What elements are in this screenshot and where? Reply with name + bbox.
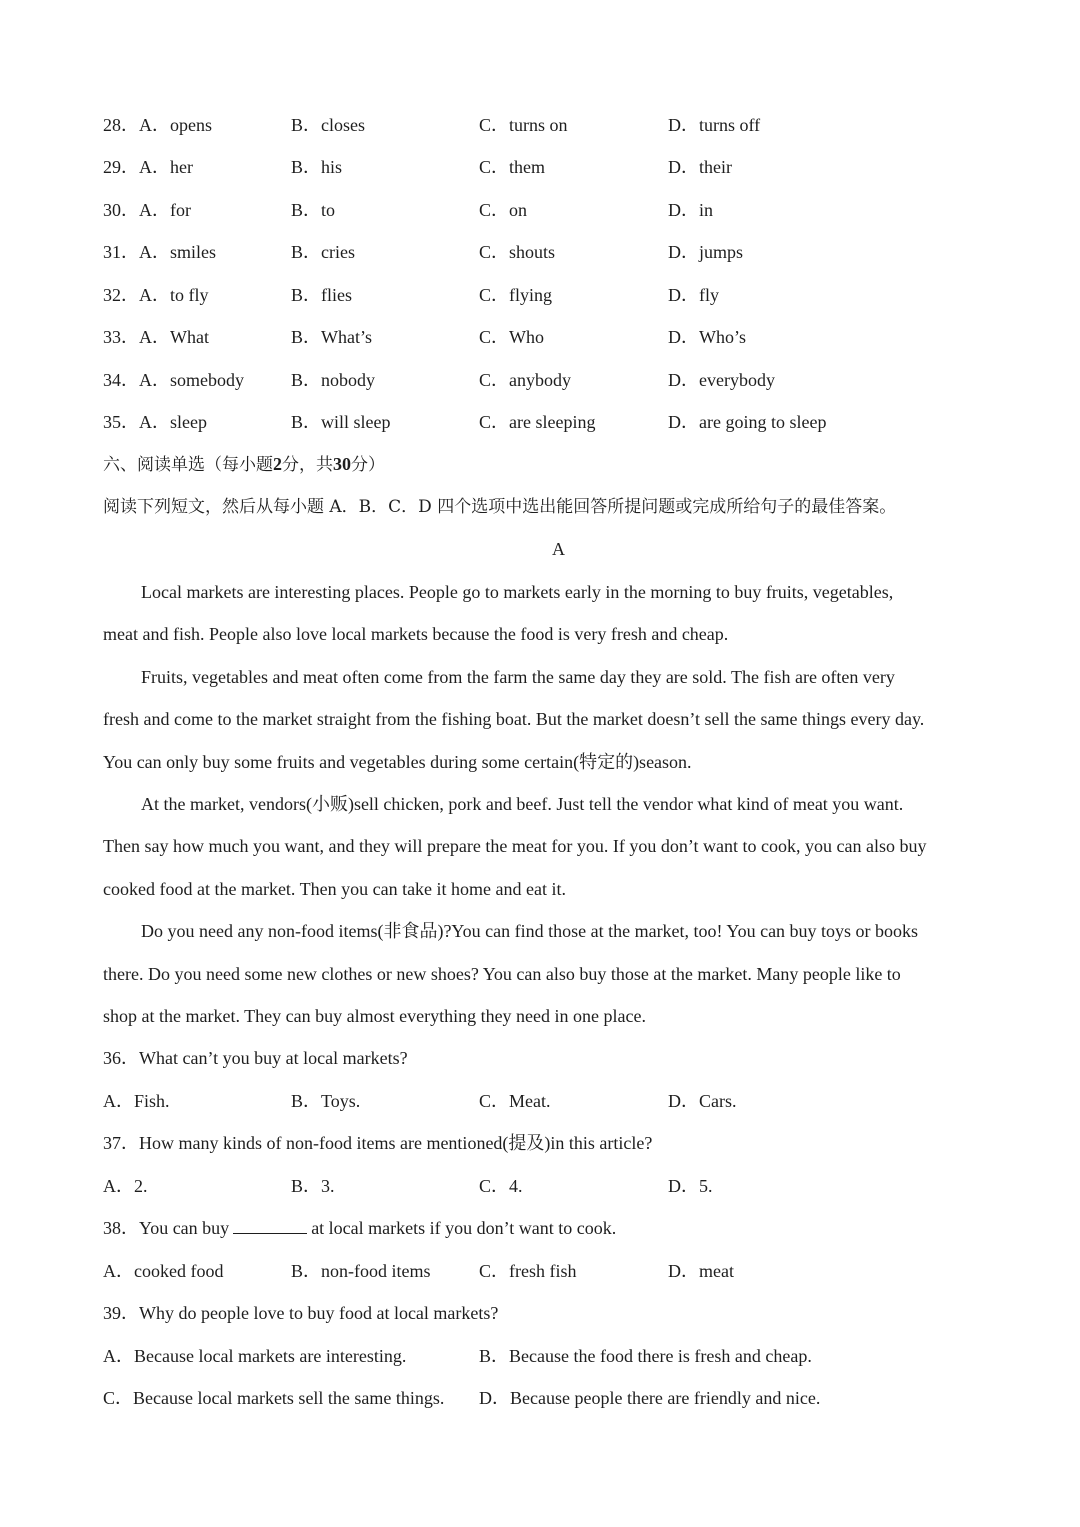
option-b: B．non-food items	[291, 1261, 431, 1281]
stem-after-blank: at local markets if you don’t want to cook.	[311, 1218, 617, 1238]
option-d: D．are going to sleep	[668, 412, 827, 432]
option-a-text: A．somebody	[139, 370, 244, 390]
option-a	[103, 280, 209, 310]
option-a-text: A．smiles	[139, 242, 217, 262]
option-d: D．in	[668, 200, 713, 220]
passage-line: meat and fish. People also love local markets because the food is very fresh and cheap.	[103, 624, 729, 644]
option-b: B．3.	[291, 1176, 335, 1196]
heading-points-each: 2	[273, 454, 282, 474]
option-b: B．nobody	[291, 370, 376, 390]
question-number: 28．	[103, 115, 139, 135]
option-c: C．4.	[479, 1176, 523, 1196]
question-38-options	[103, 1256, 1003, 1286]
heading-prefix: 六、阅读单选（每小题	[103, 455, 273, 475]
option-d: D．Cars.	[668, 1091, 737, 1111]
section-instruction: 阅读下列短文，然后从每小题 A．B．C．D 四个选项中选出能回答所提问题或完成所给句子的最佳答案。	[103, 497, 897, 517]
question-number: 30．	[103, 200, 139, 220]
option-c: C．Because local markets sell the same things.	[103, 1388, 445, 1408]
passage-line: Then say how much you want, and they will prepare the meat for you. If you don’t want to cook, you can also buy	[103, 836, 927, 856]
option-b: B．What’s	[291, 327, 372, 347]
passage-line: You can only buy some fruits and vegetables during some certain(特定的)season.	[103, 752, 692, 772]
option-d: D．their	[668, 157, 732, 177]
question-37-options	[103, 1171, 1003, 1201]
option-a-text: A．opens	[139, 115, 212, 135]
option-d: D．everybody	[668, 370, 775, 390]
question-37-stem: 37．How many kinds of non-food items are mentioned(提及)in this article?	[103, 1133, 653, 1153]
question-36-options	[103, 1086, 1003, 1116]
option-a	[103, 152, 193, 182]
option-row-28	[103, 110, 1003, 140]
option-b: B．cries	[291, 242, 355, 262]
heading-suffix: 分）	[351, 455, 385, 475]
option-a-text: A．to fly	[139, 285, 209, 305]
question-number: 33．	[103, 327, 139, 347]
passage-line: shop at the market. They can buy almost everything they need in one place.	[103, 1006, 646, 1026]
passage-line: Do you need any non-food items(非食品)?You can find those at the market, too! You can buy toys or books	[141, 921, 919, 941]
option-c: C．Who	[479, 327, 544, 347]
option-a: A．cooked food	[103, 1261, 224, 1281]
question-number: 31．	[103, 242, 139, 262]
section-heading	[103, 449, 385, 479]
option-row-32	[103, 280, 1003, 310]
option-a-text: A．What	[139, 327, 209, 347]
option-c: C．turns on	[479, 115, 568, 135]
option-c: C．shouts	[479, 242, 556, 262]
passage-line: cooked food at the market. Then you can take it home and eat it.	[103, 879, 567, 899]
option-a-text: A．sleep	[139, 412, 207, 432]
question-number: 32．	[103, 285, 139, 305]
question-39-options-cd	[103, 1383, 1003, 1413]
option-a	[103, 322, 209, 352]
question-number: 35．	[103, 412, 139, 432]
passage-title: A	[552, 539, 565, 559]
option-c: C．are sleeping	[479, 412, 596, 432]
question-36-stem: 36．What can’t you buy at local markets?	[103, 1048, 408, 1068]
option-a	[103, 195, 191, 225]
question-number: 34．	[103, 370, 139, 390]
option-d: D．5.	[668, 1176, 713, 1196]
option-a	[103, 110, 212, 140]
option-row-33	[103, 322, 1003, 352]
option-row-30	[103, 195, 1003, 225]
option-a: A．Because local markets are interesting.	[103, 1346, 407, 1366]
option-row-35	[103, 407, 1003, 437]
heading-mid: 分，共	[282, 455, 333, 475]
option-c: C．anybody	[479, 370, 571, 390]
option-d: D．Who’s	[668, 327, 746, 347]
option-row-34	[103, 365, 1003, 395]
option-a	[103, 407, 207, 437]
option-b: B．to	[291, 200, 336, 220]
option-b: B．flies	[291, 285, 352, 305]
question-39-options-ab	[103, 1341, 1003, 1371]
option-d: D．meat	[668, 1261, 734, 1281]
option-a	[103, 365, 244, 395]
option-c: C．on	[479, 200, 528, 220]
stem-before-blank: 38．You can buy	[103, 1218, 230, 1238]
option-d: D．turns off	[668, 115, 761, 135]
option-row-31	[103, 237, 1003, 267]
option-a-text: A．her	[139, 157, 193, 177]
option-d: D．fly	[668, 285, 719, 305]
passage-line: Fruits, vegetables and meat often come from the farm the same day they are sold. The fish are often very	[141, 667, 895, 687]
option-a: A．2.	[103, 1176, 148, 1196]
option-b: B．will sleep	[291, 412, 391, 432]
option-a	[103, 237, 216, 267]
option-row-29	[103, 152, 1003, 182]
passage-line: Local markets are interesting places. People go to markets early in the morning to buy fruits, vegetables,	[141, 582, 894, 602]
passage-line: there. Do you need some new clothes or new shoes? You can also buy those at the market. Many people like to	[103, 964, 901, 984]
option-c: C．flying	[479, 285, 553, 305]
option-b: B．Toys.	[291, 1091, 361, 1111]
question-39-stem: 39．Why do people love to buy food at local markets?	[103, 1303, 499, 1323]
question-38-stem	[103, 1213, 616, 1243]
option-b: B．closes	[291, 115, 365, 135]
option-a-text: A．for	[139, 200, 191, 220]
heading-points-total: 30	[333, 454, 351, 474]
option-b: B．Because the food there is fresh and cheap.	[479, 1346, 812, 1366]
option-c: C．fresh fish	[479, 1261, 577, 1281]
passage-line: fresh and come to the market straight from the fishing boat. But the market doesn’t sell the same things every day.	[103, 709, 925, 729]
question-number: 29．	[103, 157, 139, 177]
option-a: A．Fish.	[103, 1091, 170, 1111]
option-b: B．his	[291, 157, 343, 177]
option-c: C．Meat.	[479, 1091, 551, 1111]
answer-blank	[233, 1215, 307, 1234]
option-d: D．jumps	[668, 242, 744, 262]
option-d: D．Because people there are friendly and nice.	[479, 1388, 821, 1408]
passage-line: At the market, vendors(小贩)sell chicken, pork and beef. Just tell the vendor what kind of meat you want.	[141, 794, 904, 814]
option-c: C．them	[479, 157, 545, 177]
